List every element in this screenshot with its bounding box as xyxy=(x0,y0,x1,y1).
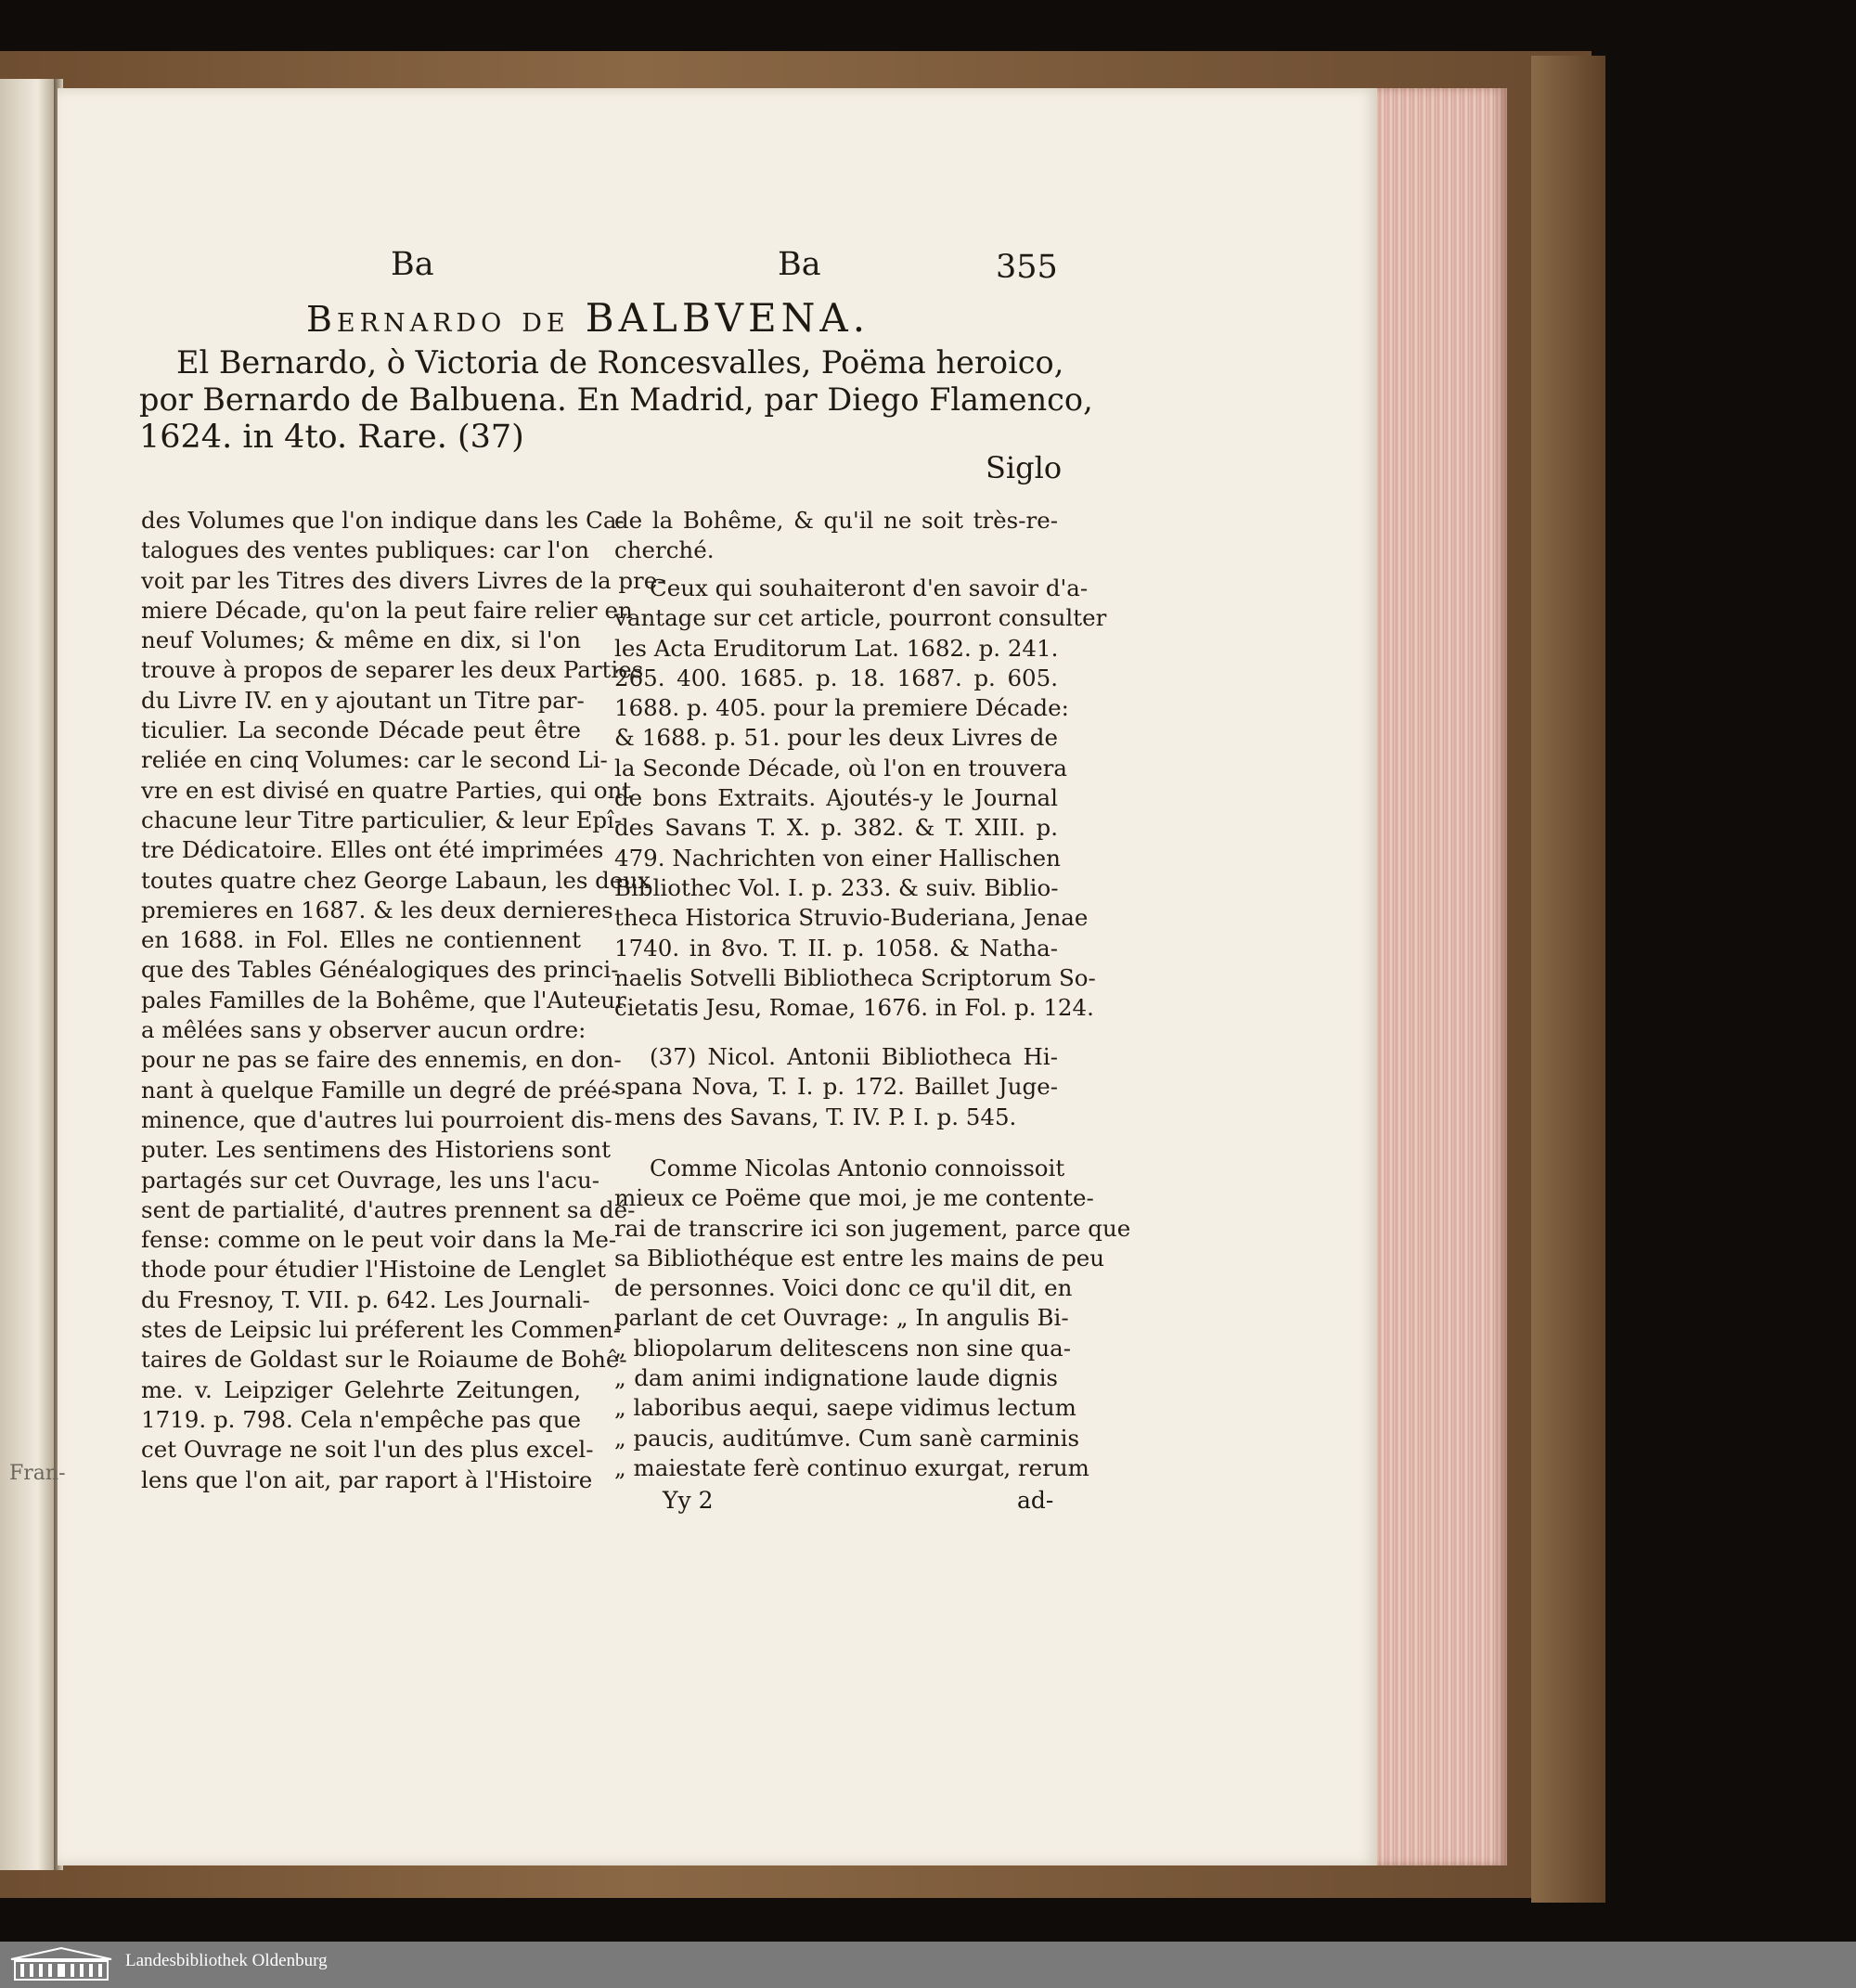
entry-line-2: por Bernardo de Balbuena. En Madrid, par Diego Flamenco, xyxy=(139,381,1093,418)
footnote-line: mens des Savans, T. IV. P. I. p. 545. xyxy=(614,1103,1017,1130)
left-line: ticulier. La seconde Décade peut être xyxy=(141,716,581,744)
right-line: de personnes. Voici donc ce qu'il dit, en xyxy=(614,1274,1073,1302)
page-fore-edge xyxy=(1377,88,1507,1865)
catchword-bottom: ad- xyxy=(1017,1487,1054,1514)
right-line: 479. Nachrichten von einer Hallischen xyxy=(614,844,1061,871)
right-line: mieux ce Poëme que moi, je me contente- xyxy=(614,1184,1094,1212)
right-line: 1688. p. 405. pour la premiere Décade: xyxy=(614,694,1069,722)
left-line: a mêlées sans y observer aucun ordre: xyxy=(141,1016,586,1044)
entry-line-3: 1624. in 4to. Rare. (37) xyxy=(139,419,524,456)
left-page-sliver xyxy=(0,79,54,1870)
catchword-top: Siglo xyxy=(986,450,1063,485)
right-line: cietatis Jesu, Romae, 1676. in Fol. p. 124. xyxy=(614,994,1094,1022)
running-header-center: Ba xyxy=(778,246,821,283)
left-line: pour ne pas se faire des ennemis, en don- xyxy=(141,1046,622,1074)
right-column-commentary xyxy=(614,1154,1131,1483)
left-line: reliée en cinq Volumes: car le second Li- xyxy=(141,746,608,774)
right-line: „ laboribus aequi, saepe vidimus lectum xyxy=(614,1394,1076,1422)
right-line: cherché. xyxy=(614,536,715,564)
left-line: sent de partialité, d'autres prennent sa dé- xyxy=(141,1195,636,1223)
page-number: 355 xyxy=(996,249,1058,286)
left-line: en 1688. in Fol. Elles ne contiennent xyxy=(141,926,581,954)
footnote-line: (37) Nicol. Antonii Bibliotheca Hi- xyxy=(650,1043,1058,1070)
left-line: partagés sur cet Ouvrage, les uns l'acu- xyxy=(141,1166,600,1194)
left-line: nant à quelque Famille un degré de préé- xyxy=(141,1076,619,1104)
left-line: stes de Leipsic lui préferent les Commen- xyxy=(141,1316,621,1344)
right-line: „ maiestate ferè continuo exurgat, rerum xyxy=(614,1453,1089,1481)
author-heading xyxy=(306,295,870,341)
left-line: que des Tables Généalogiques des princi- xyxy=(141,956,619,984)
right-line: Bibliothec Vol. I. p. 233. & suiv. Biblio- xyxy=(614,873,1059,901)
right-line: „ dam animi indignatione laude dignis xyxy=(614,1364,1058,1392)
left-line: vre en est divisé en quatre Parties, qui ont xyxy=(141,776,632,804)
left-line: puter. Les sentimens des Historiens sont xyxy=(141,1136,611,1164)
left-line: du Fresnoy, T. VII. p. 642. Les Journali- xyxy=(141,1285,590,1313)
right-line: de la Bohême, & qu'il ne soit très-re- xyxy=(614,507,1058,534)
left-line: chacune leur Titre particulier, & leur Epî- xyxy=(141,806,623,833)
running-header-left: Ba xyxy=(391,246,434,283)
left-line: lens que l'on ait, par raport à l'Histoire xyxy=(141,1465,593,1493)
left-line: talogues des ventes publiques: car l'on xyxy=(141,536,590,564)
right-column-continuation xyxy=(614,506,1058,566)
left-line: premieres en 1687. & les deux dernieres xyxy=(141,896,613,923)
right-line: la Seconde Décade, où l'on en trouvera xyxy=(614,754,1067,781)
right-line: vantage sur cet article, pourront consulter xyxy=(614,604,1107,632)
right-line: rai de transcrire ici son jugement, parce que xyxy=(614,1214,1131,1242)
library-building-icon xyxy=(9,1946,113,1983)
right-column-references xyxy=(614,574,1107,1023)
right-line: & 1688. p. 51. pour les deux Livres de xyxy=(614,724,1058,752)
right-line: naelis Sotvelli Bibliotheca Scriptorum So- xyxy=(614,963,1096,991)
entry-line-1: El Bernardo, ò Victoria de Roncesvalles, Poëma heroico, xyxy=(176,344,1064,381)
left-line: miere Décade, qu'on la peut faire relier en xyxy=(141,596,633,624)
left-line: neuf Volumes; & même en dix, si l'on xyxy=(141,626,581,654)
library-name: Landesbibliothek Oldenburg xyxy=(125,1951,328,1970)
left-line: taires de Goldast sur le Roiaume de Bohê- xyxy=(141,1346,627,1374)
right-line: 265. 400. 1685. p. 18. 1687. p. 605. xyxy=(614,664,1058,691)
signature-mark: Yy 2 xyxy=(663,1487,714,1514)
left-line: me. v. Leipziger Gelehrte Zeitungen, xyxy=(141,1375,581,1403)
footnote xyxy=(614,1042,1058,1132)
author-heading-first: Bernardo de xyxy=(306,299,570,340)
left-line: du Livre IV. en y ajoutant un Titre par- xyxy=(141,686,585,714)
left-line: 1719. p. 798. Cela n'empêche pas que xyxy=(141,1405,581,1433)
right-line: Ceux qui souhaiteront d'en savoir d'a- xyxy=(650,574,1089,601)
right-line: de bons Extraits. Ajoutés-y le Journal xyxy=(614,784,1058,812)
right-line: Comme Nicolas Antonio connoissoit xyxy=(650,1155,1065,1181)
left-line: toutes quatre chez George Labaun, les deux xyxy=(141,866,651,894)
author-heading-last: BALBVENA. xyxy=(585,295,870,341)
footnote-line: spana Nova, T. I. p. 172. Baillet Juge- xyxy=(614,1073,1058,1101)
left-line: thode pour étudier l'Histoine de Lenglet xyxy=(141,1256,606,1284)
right-line: des Savans T. X. p. 382. & T. XIII. p. xyxy=(614,814,1058,842)
right-line: theca Historica Struvio-Buderiana, Jenae xyxy=(614,904,1089,932)
left-line: cet Ouvrage ne soit l'un des plus excel- xyxy=(141,1436,594,1464)
left-line: pales Familles de la Bohême, que l'Auteur xyxy=(141,986,626,1013)
right-line: „ paucis, auditúmve. Cum sanè carminis xyxy=(614,1424,1080,1452)
right-line: 1740. in 8vo. T. II. p. 1058. & Natha- xyxy=(614,934,1058,962)
right-line: les Acta Eruditorum Lat. 1682. p. 241. xyxy=(614,634,1059,662)
left-line: tre Dédicatoire. Elles ont été imprimées xyxy=(141,836,604,864)
left-line: trouve à propos de separer les deux Parties xyxy=(141,656,644,684)
right-line: „ bliopolarum delitescens non sine qua- xyxy=(614,1334,1072,1362)
left-line: voit par les Titres des divers Livres de la pre- xyxy=(141,566,665,594)
right-line: parlant de cet Ouvrage: „ In angulis Bi- xyxy=(614,1304,1069,1332)
left-line: fense: comme on le peut voir dans la Me- xyxy=(141,1226,617,1254)
book-cover-edge xyxy=(1531,56,1605,1903)
left-line: minence, que d'autres lui pourroient dis- xyxy=(141,1105,612,1133)
left-line: des Volumes que l'on indique dans les Ca- xyxy=(141,507,625,534)
right-line: sa Bibliothéque est entre les mains de peu xyxy=(614,1244,1105,1272)
left-catchword: Fran- xyxy=(9,1462,66,1485)
